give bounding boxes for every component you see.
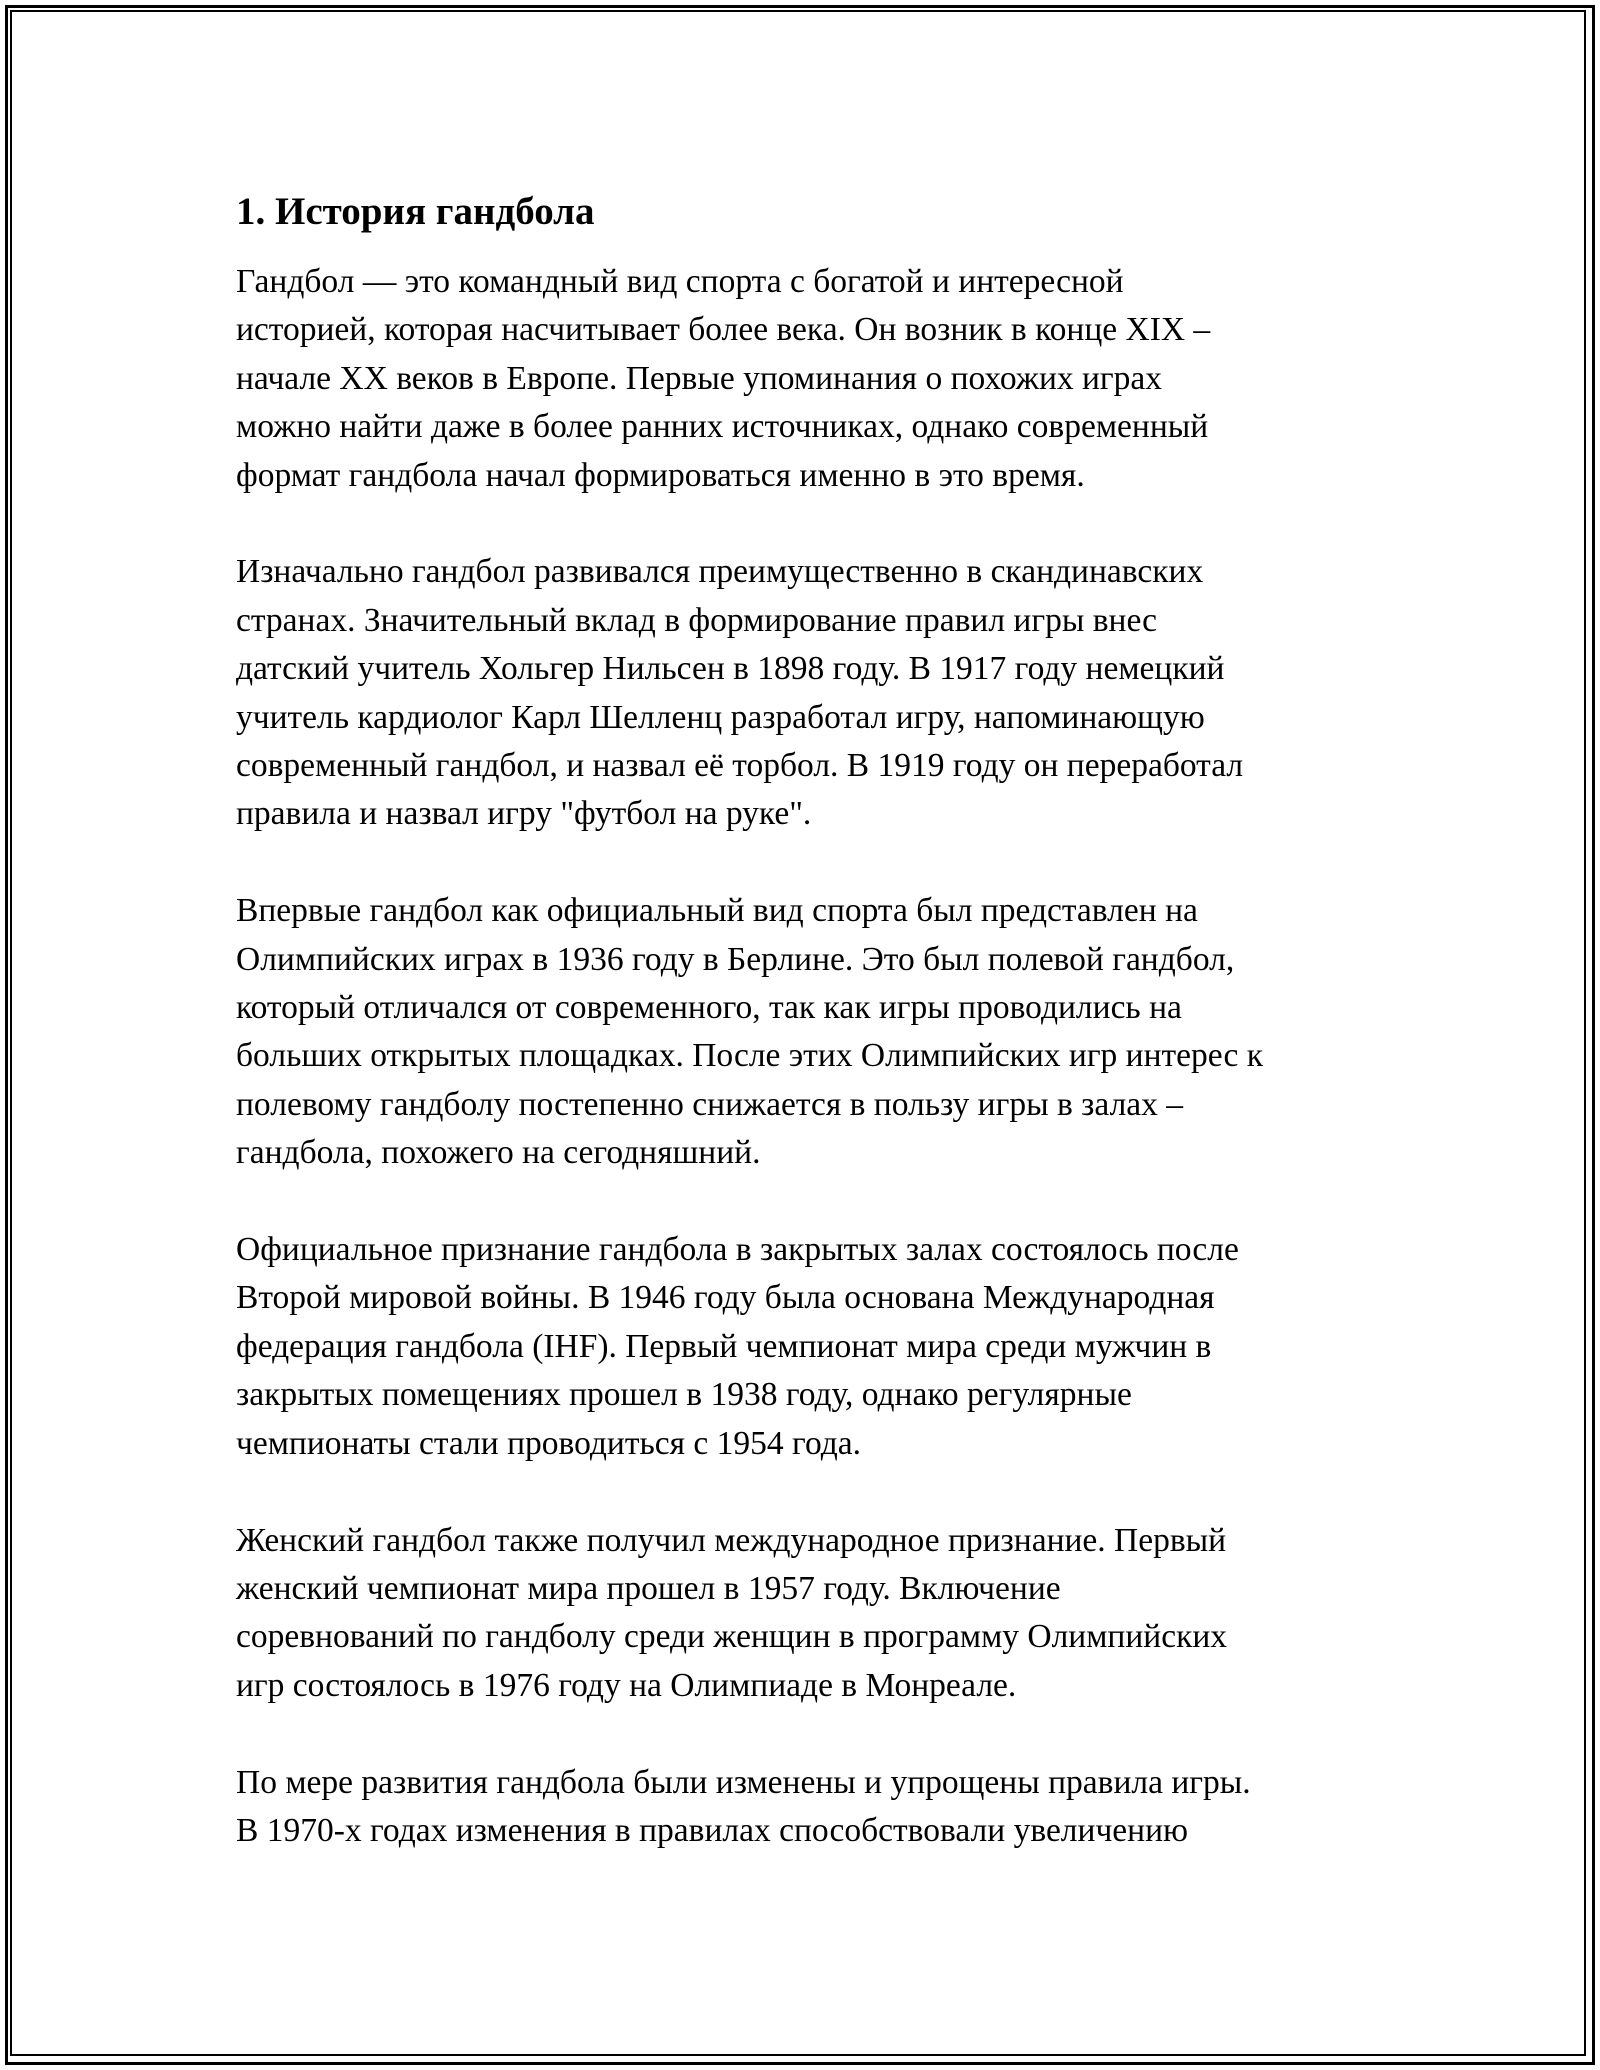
paragraph-1: Гандбол — это командный вид спорта с богатой и интересной историей, которая насчитывает более века. Он возник в конце XIX – начале XX веков в Европе. Первые упоминания о похожих играх можно найти даже в более ранних источниках, однако современный формат гандбола начал формироваться именно в это время. bbox=[236, 263, 1211, 494]
paragraph-3: Впервые гандбол как официальный вид спорта был представлен на Олимпийских играх в 1936 году в Берлине. Это был полевой гандбол, который отличался от современного, так как игры проводились на больших открытых площадках. После этих Олимпийских игр интерес к полевому гандболу постепенно снижается в пользу игры в залах – гандбола, похожего на сегодняшний. bbox=[236, 892, 1264, 1172]
paragraph-4: Официальное признание гандбола в закрытых залах состоялось после Второй мировой войны. В 1946 году была основана Международная федерация гандбола (IHF). Первый чемпионат мира среди мужчин в закрытых помещениях прошел в 1938 году, однако регулярные чемпионаты стали проводиться с 1954 года. bbox=[236, 1231, 1239, 1462]
paragraph-2: Изначально гандбол развивался преимущественно в скандинавских странах. Значительный вклад в формирование правил игры внес датский учитель Хольгер Нильсен в 1898 году. В 1917 году немецкий учитель кардиолог Карл Шелленц разработал игру, напоминающую современный гандбол, и назвал её торбол. В 1919 году он переработал правила и назвал игру "футбол на руке". bbox=[236, 553, 1244, 833]
section-heading: 1. История гандбола bbox=[236, 190, 595, 233]
document-body bbox=[236, 188, 1406, 1904]
paragraph-5: Женский гандбол также получил международное признание. Первый женский чемпионат мира прошел в 1957 году. Включение соревнований по гандболу среди женщин в программу Олимпийских игр состоялось в 1976 году на Олимпиаде в Монреале. bbox=[236, 1521, 1228, 1704]
paragraph-6: По мере развития гандбола были изменены и упрощены правила игры. В 1970-х годах изменения в правилах способствовали увеличению bbox=[236, 1763, 1251, 1849]
